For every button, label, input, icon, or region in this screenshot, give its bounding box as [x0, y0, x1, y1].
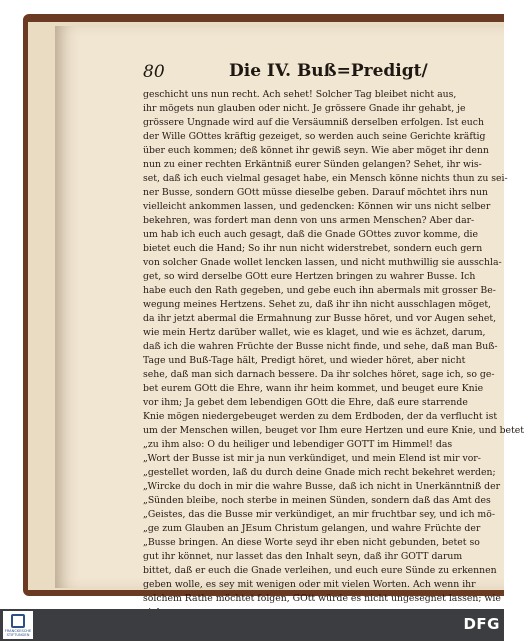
text-line: ihr mögets nun glauben oder nicht. Je grössere Gnade ihr gehabt, je — [143, 103, 466, 114]
text-line: um hab ich euch auch gesagt, daß die Gnade GOttes zuvor komme, die — [143, 229, 478, 240]
text-line: habe euch den Rath gegeben, und gebe euch ihn abermals mit grosser Be- — [143, 285, 496, 296]
page-number: 80 — [143, 62, 165, 82]
text-line: um der Menschen willen, beuget vor Ihm eure Hertzen und eure Knie, und betet — [143, 425, 524, 436]
text-line: Tage und Buß-Tage hält, Predigt höret, und wieder höret, aber nicht — [143, 355, 466, 366]
text-line: daß ich die wahren Früchte der Busse nicht finde, und sehe, daß man Buß- — [143, 341, 498, 352]
page-title: Die IV. Buß=Predigt/ — [229, 61, 428, 81]
text-line: „Geistes, das die Busse mir verkündiget, an mir fruchtbar sey, und ich mö- — [143, 509, 495, 520]
text-line: Knie mögen niedergebeuget werden zu dem Erdboden, der da verflucht ist — [143, 411, 498, 422]
text-line: get, so wird derselbe GOtt eure Hertzen bringen zu wahrer Busse. Ich — [143, 271, 476, 282]
text-line: „Sünden bleibe, noch sterbe in meinen Sünden, sondern daß das Amt des — [143, 495, 491, 506]
text-line: bekehren, was fordert man denn von uns armen Menschen? Aber dar- — [143, 215, 475, 226]
text-line: bet eurem GOtt die Ehre, wann ihr heim kommet, und beuget eure Knie — [143, 383, 484, 394]
text-line: über euch kommen; deß könnet ihr gewiß seyn. Wie aber möget ihr denn — [143, 145, 489, 156]
text-line: der Wille GOttes kräftig gezeiget, so werden auch seine Gerichte kräftig — [143, 131, 486, 142]
text-line: vor ihm; Ja gebet dem lebendigen GOtt die Ehre, daß eure starrende — [143, 397, 468, 408]
text-line: geben wolle, es sey mit wenigen oder mit vielen Worten. Ach wenn ihr — [143, 579, 476, 590]
text-line: geschicht uns nun recht. Ach sehet! Solcher Tag bleibet nicht aus, — [143, 89, 457, 100]
text-line: nun zu einer rechten Erkäntniß eurer Sünden gelangen? Sehet, ihr wis- — [143, 159, 482, 170]
text-line: sehe, daß man sich darnach bessere. Da ihr solches höret, sage ich, so ge- — [143, 369, 495, 380]
running-head — [143, 62, 483, 86]
text-line: „ge zum Glauben an JEsum Christum gelangen, und wahre Früchte der — [143, 523, 481, 534]
text-line: set, daß ich euch vielmal gesaget habe, ein Mensch könne nichts thun zu sei- — [143, 173, 508, 184]
shield-icon — [11, 614, 25, 628]
text-line: „Busse bringen. An diese Worte seyd ihr eben nicht gebunden, betet so — [143, 537, 480, 548]
text-line: wegung meines Hertzens. Sehet zu, daß ihr ihn nicht ausschlagen möget, — [143, 299, 492, 310]
text-line: vielleicht ankommen lassen, und gedencken: Können wir uns nicht selber — [143, 201, 491, 212]
institution-logo — [3, 611, 33, 639]
text-line: bietet euch die Hand; So ihr nun nicht widerstrebet, sondern euch gern — [143, 243, 483, 254]
dfg-logo: DFG — [463, 615, 500, 633]
text-line: „gestellet worden, laß du durch deine Gnade mich recht bekehret werden; — [143, 467, 496, 478]
institution-caption: FRANCKESCHE STIFTUNGEN — [4, 629, 32, 637]
text-line: solchem Rathe möchtet folgen, GOtt würde es nicht ungesegnet lassen; wie — [143, 593, 501, 604]
text-line: „Wort der Busse ist mir ja nun verkündiget, und mein Elend ist mir vor- — [143, 453, 481, 464]
text-line: bittet, daß er euch die Gnade verleihen, und euch eure Sünde zu erkennen — [143, 565, 497, 576]
text-line: grössere Ungnade wird auf die Versäumniß derselben erfolgen. Ist euch — [143, 117, 484, 128]
text-line: ner Busse, sondern GOtt müsse dieselbe geben. Darauf möchtet ihrs nun — [143, 187, 489, 198]
footer-bar — [0, 609, 504, 641]
text-line: da ihr jetzt abermal die Ermahnung zur Busse höret, und vor Augen sehet, — [143, 313, 497, 324]
text-line: gut ihr könnet, nur lasset das den Inhalt seyn, daß ihr GOTT darum — [143, 551, 463, 562]
text-line: wie mein Hertz darüber wallet, wie es klaget, und wie es ächzet, darum, — [143, 327, 486, 338]
text-line: „zu ihm also: O du heiliger und lebendiger GOTT im Himmel! das — [143, 439, 453, 450]
text-line: von solcher Gnade wollet lencken lassen, und nicht muthwillig sie ausschla- — [143, 257, 502, 268]
text-line: „Wircke du doch in mir die wahre Busse, daß ich nicht in Unerkänntniß der — [143, 481, 501, 492]
body-text — [143, 88, 524, 620]
